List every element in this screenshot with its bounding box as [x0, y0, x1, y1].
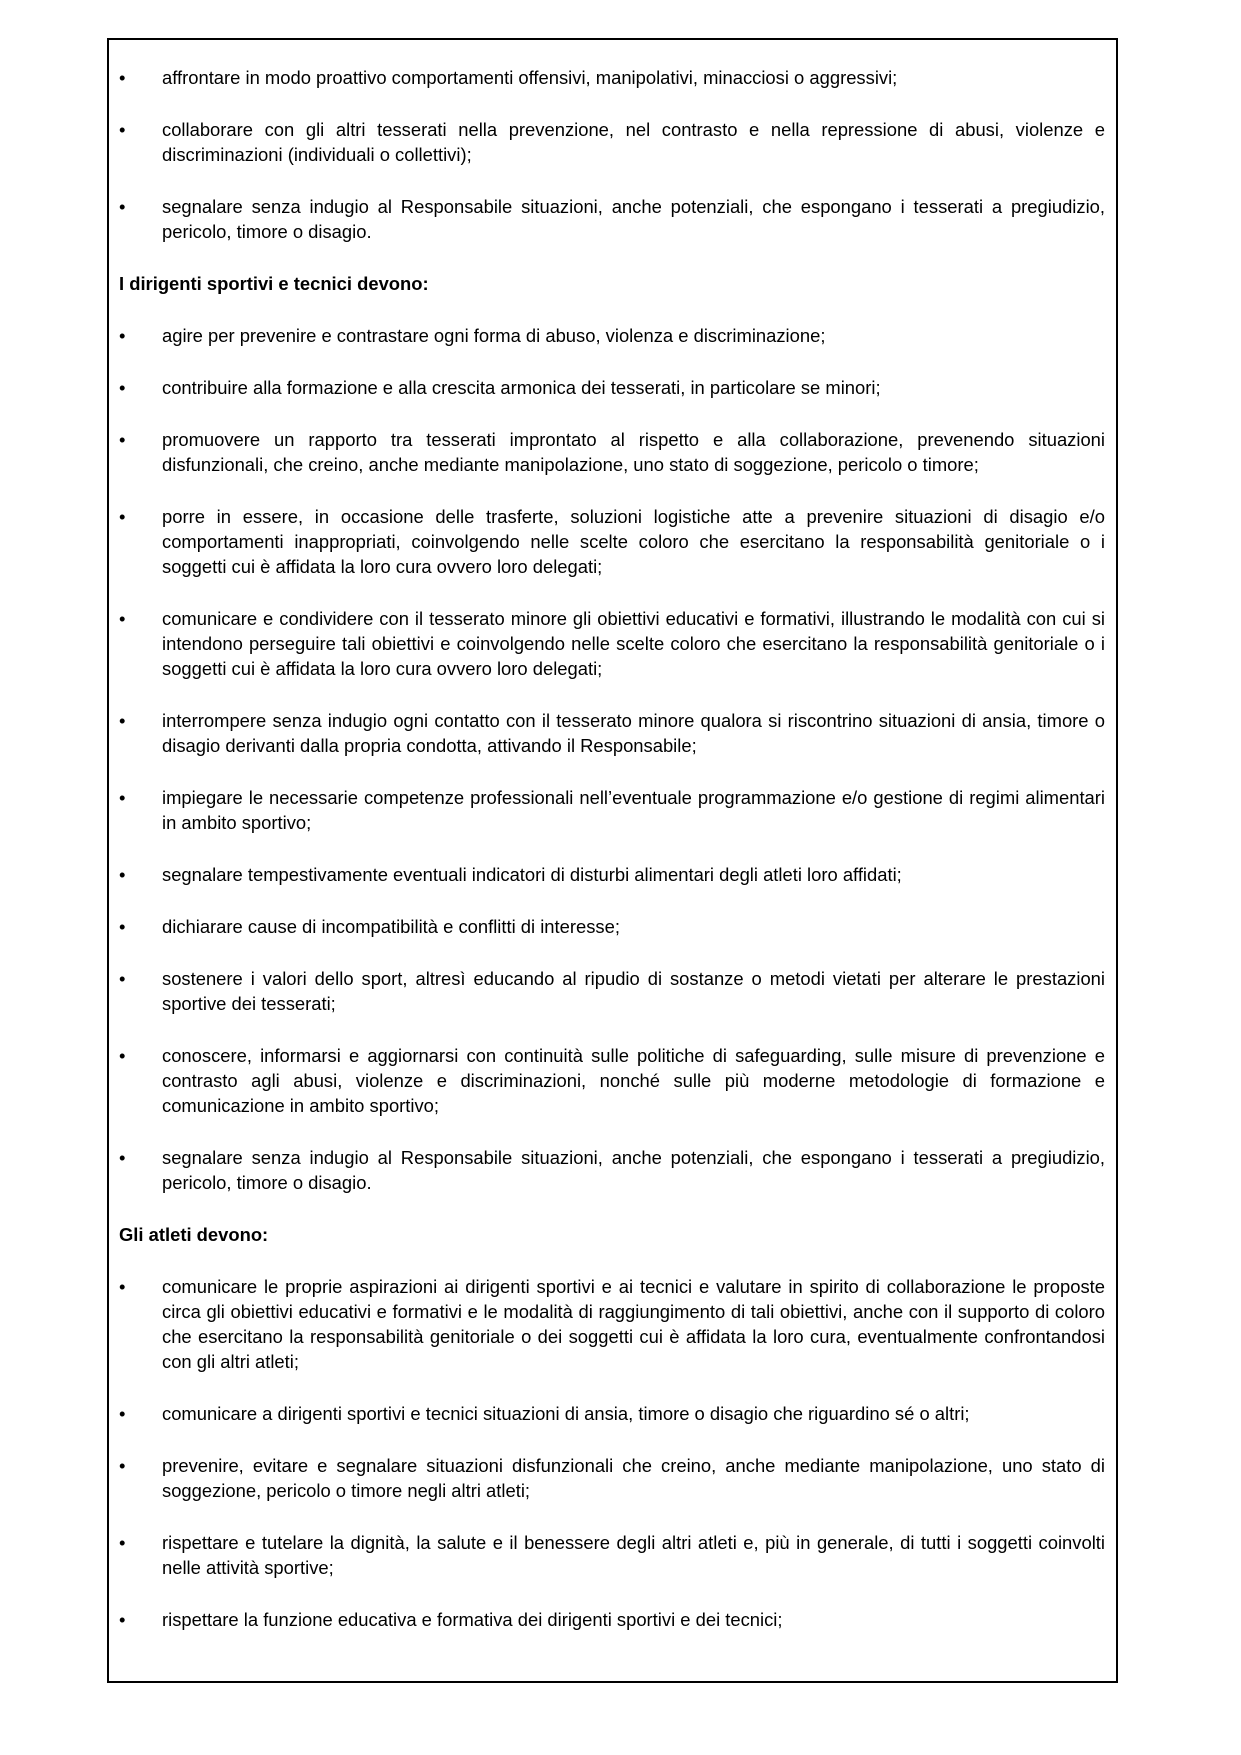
list-item	[119, 375, 1105, 400]
list-item	[119, 1145, 1105, 1195]
bullet-icon: •	[119, 1045, 126, 1066]
list-item	[119, 1453, 1105, 1503]
bullet-icon: •	[119, 506, 126, 527]
list-item-text: affrontare in modo proattivo comportamenti offensivi, manipolativi, minacciosi o aggressivi;	[162, 67, 898, 88]
bullet-icon: •	[119, 325, 126, 346]
list-item-text: contribuire alla formazione e alla crescita armonica dei tesserati, in particolare se minori;	[162, 377, 881, 398]
list-item-text: interrompere senza indugio ogni contatto con il tesserato minore qualora si riscontrino situazioni di ansia, timore o disagio derivanti dalla propria condotta, attivando il Responsabile;	[162, 710, 1105, 756]
list-item	[119, 1043, 1105, 1118]
bullet-icon: •	[119, 710, 126, 731]
list-item-text: conoscere, informarsi e aggiornarsi con continuità sulle politiche di safeguarding, sulle misure di prevenzione e contrasto agli abusi, violenze e discriminazioni, nonché sulle più moderne metodologie di formazione e comunicazione in ambito sportivo;	[162, 1045, 1105, 1116]
list-item	[119, 1274, 1105, 1374]
list-item-text: promuovere un rapporto tra tesserati improntato al rispetto e alla collaborazione, prevenendo situazioni disfunzionali, che creino, anche mediante manipolazione, uno stato di soggezione, pericolo o timore;	[162, 429, 1105, 475]
bullet-icon: •	[119, 377, 126, 398]
list-item	[119, 65, 1105, 90]
list-item-text: rispettare la funzione educativa e formativa dei dirigenti sportivi e dei tecnici;	[162, 1609, 783, 1630]
list-item-text: segnalare senza indugio al Responsabile situazioni, anche potenziali, che espongano i tesserati a pregiudizio, pericolo, timore o disagio.	[162, 1147, 1105, 1193]
bullet-icon: •	[119, 787, 126, 808]
list-item-text: dichiarare cause di incompatibilità e conflitti di interesse;	[162, 916, 620, 937]
list-item	[119, 1401, 1105, 1426]
bullet-icon: •	[119, 916, 126, 937]
list-item-text: comunicare e condividere con il tesserato minore gli obiettivi educativi e formativi, illustrando le modalità con cui si intendono perseguire tali obiettivi e coinvolgendo nelle scelte coloro che esercitano la responsabilità genitoriale o i soggetti cui è affidata la loro cura ovvero loro delegati;	[162, 608, 1105, 679]
list-item	[119, 194, 1105, 244]
bullet-icon: •	[119, 1403, 126, 1424]
list-item	[119, 966, 1105, 1016]
list-item	[119, 914, 1105, 939]
bullet-icon: •	[119, 196, 126, 217]
bullet-icon: •	[119, 1609, 126, 1630]
bullet-icon: •	[119, 864, 126, 885]
list-item-text: sostenere i valori dello sport, altresì educando al ripudio di sostanze o metodi vietati per alterare le prestazioni sportive dei tesserati;	[162, 968, 1105, 1014]
list-item	[119, 323, 1105, 348]
list-item-text: impiegare le necessarie competenze professionali nell’eventuale programmazione e/o gestione di regimi alimentari in ambito sportivo;	[162, 787, 1105, 833]
section-heading-atleti: Gli atleti devono:	[119, 1224, 269, 1245]
list-item	[119, 427, 1105, 477]
bullet-icon: •	[119, 1455, 126, 1476]
list-item	[119, 862, 1105, 887]
bullet-icon: •	[119, 119, 126, 140]
list-item-text: comunicare le proprie aspirazioni ai dirigenti sportivi e ai tecnici e valutare in spirito di collaborazione le proposte circa gli obiettivi educativi e formativi e le modalità di raggiungimento di tali obiettivi, anche con il supporto di coloro che esercitano la responsabilità genitoriale o dei soggetti cui è affidata la loro cura, eventualmente confrontandosi con gli altri atleti;	[162, 1276, 1105, 1372]
bullet-icon: •	[119, 67, 126, 88]
list-item	[119, 785, 1105, 835]
list-item	[119, 708, 1105, 758]
list-item-text: segnalare tempestivamente eventuali indicatori di disturbi alimentari degli atleti loro affidati;	[162, 864, 902, 885]
bullet-icon: •	[119, 608, 126, 629]
list-item-text: segnalare senza indugio al Responsabile situazioni, anche potenziali, che espongano i tesserati a pregiudizio, pericolo, timore o disagio.	[162, 196, 1105, 242]
list-item-text: collaborare con gli altri tesserati nella prevenzione, nel contrasto e nella repressione di abusi, violenze e discriminazioni (individuali o collettivi);	[162, 119, 1105, 165]
list-item	[119, 1530, 1105, 1580]
list-item-text: agire per prevenire e contrastare ogni forma di abuso, violenza e discriminazione;	[162, 325, 826, 346]
bullet-icon: •	[119, 1147, 126, 1168]
section-heading-dirigenti: I dirigenti sportivi e tecnici devono:	[119, 273, 429, 294]
list-item-text: prevenire, evitare e segnalare situazioni disfunzionali che creino, anche mediante manipolazione, uno stato di soggezione, pericolo o timore negli altri atleti;	[162, 1455, 1105, 1501]
bullet-icon: •	[119, 968, 126, 989]
list-item	[119, 1607, 1105, 1632]
bullet-icon: •	[119, 429, 126, 450]
list-item	[119, 504, 1105, 579]
list-item-text: comunicare a dirigenti sportivi e tecnici situazioni di ansia, timore o disagio che riguardino sé o altri;	[162, 1403, 970, 1424]
document-frame	[107, 38, 1118, 1683]
list-item-text: porre in essere, in occasione delle trasferte, soluzioni logistiche atte a prevenire situazioni di disagio e/o comportamenti inappropriati, coinvolgendo nelle scelte coloro che esercitano la responsabilità genitoriale o i soggetti cui è affidata la loro cura ovvero loro delegati;	[162, 506, 1105, 577]
list-item	[119, 117, 1105, 167]
bullet-icon: •	[119, 1276, 126, 1297]
bullet-icon: •	[119, 1532, 126, 1553]
list-item	[119, 606, 1105, 681]
list-item-text: rispettare e tutelare la dignità, la salute e il benessere degli altri atleti e, più in generale, di tutti i soggetti coinvolti nelle attività sportive;	[162, 1532, 1105, 1578]
